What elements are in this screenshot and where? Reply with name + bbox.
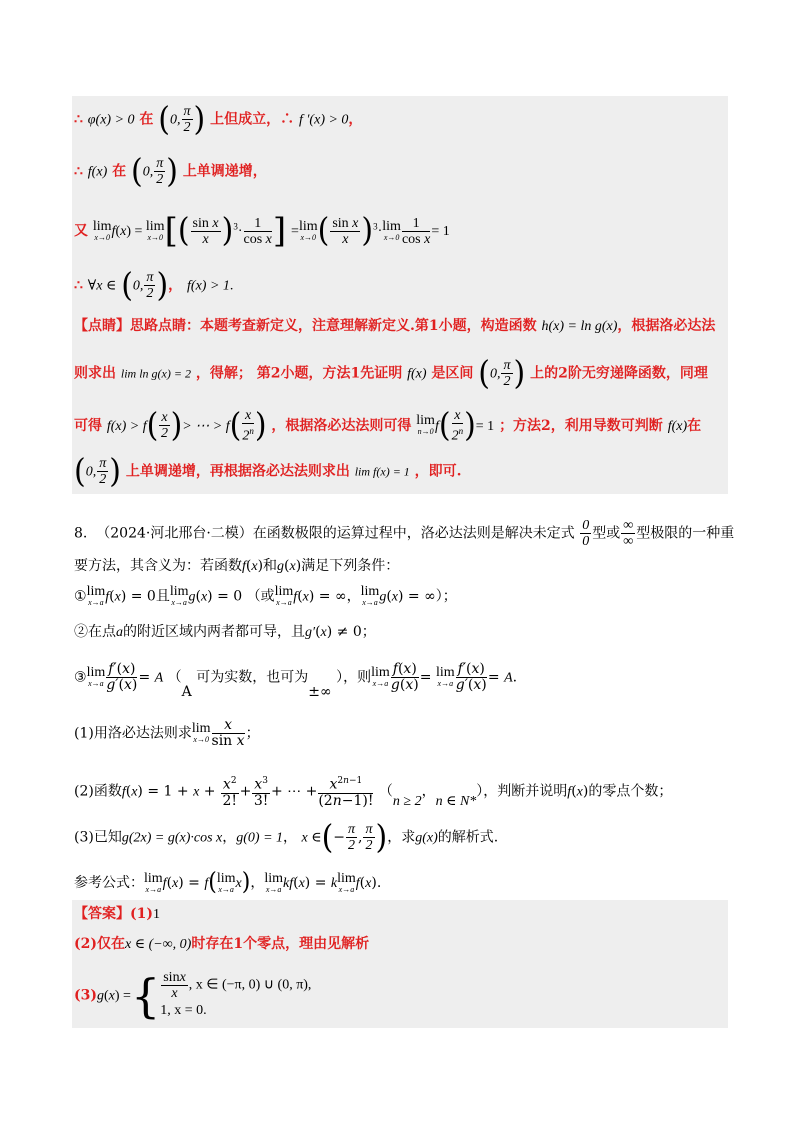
condition-1: ①lim x→a f(x) = 0且lim x→a g(x) = 0 （或lim x→a f(x) = ∞，lim x→a g(x) = ∞）；	[74, 584, 457, 607]
question-3: (3)已知g(2x) = g(x)·cos x，g(0) = 1， x ∈(− $\frac{\pi}{2}$ , $\frac{\pi}{2}$ )，求g(x)的解析式.	[74, 817, 499, 857]
tip-line-1: 【点睛】思路点睛：本题考查新定义，注意理解新定义.第1小题，构造函数 h(x) = ln g(x)，根据洛必达法	[74, 318, 716, 334]
proof-line-1: ∴ φ(x) > 0 在 (0, $\frac{\pi}{2}$ ) 上但成立，∴ f ′(x) > 0，	[74, 99, 363, 139]
proof-line-2: ∴ f(x) 在 (0, $\frac{\pi}{2}$ ) 上单调递增，	[74, 151, 267, 191]
question-2: (2)函数f(x) = 1 + x + $\frac{x^2}{2!}$ + $\frac{x^3}{3!}$ + ⋯ + $\frac{x^{2n-1}}{(2n-1)!}$ （n ≥ 2，n ∈ N*），判断并说明f(x)的零点个数；	[74, 776, 673, 810]
answer-3: (3)g(x) ={ $\frac{\sin x}{x}$ , x ∈ (−π, 0) ∪ (0, π), 1, x = 0.	[74, 968, 312, 1023]
problem-intro-2: 要方法，其含义为：若函数f(x)和g(x)满足下列条件：	[74, 558, 400, 574]
proof-line-3: 又 lim x→0 f(x) = lim x→0 [( $\frac{\text{sin x}}{x}$ )$^3$· $\frac{1}{\text{cos x}}$ ] =lim x→0 ( $\frac{\text{sin x}}{x}$ )$^3$·lim x→0 $\frac{1}{\text{cos x}}$ = 1	[74, 211, 450, 251]
answer-2: (2)仅在x ∈ (−∞, 0)时存在1个零点，理由见解析	[74, 936, 370, 952]
proof-line-4: ∴ ∀x ∈ (0, $\frac{\pi}{2}$ )， f(x) > 1.	[74, 265, 234, 305]
question-1: (1)用洛必达法则求lim x→0 $\frac{x}{\text{sin x}}$ ；	[74, 717, 260, 749]
problem-intro: 8. （2024·河北邢台·二模）在函数极限的运算过程中，洛必达法则是解决未定式 $\frac{0}{0}$ 型或 $\frac{\infty}{\infty}$ 型极限的一种重	[74, 518, 735, 549]
tip-line-4: (0, $\frac{\pi}{2}$ ) 上单调递增，再根据洛必达法则求出 lim f(x) = 1 ，即可.	[74, 451, 462, 491]
tip-line-2: 则求出 lim ln g(x) = 2 ，得解； 第2小题，方法1先证明 f(x) 是区间 (0, $\frac{\pi}{2}$ ) 上的2阶无穷递降函数，同理	[74, 353, 708, 393]
reference-formula: 参考公式：lim x→a f(x) = f(lim x→a x)，lim x→a kf(x) = klim x→a f(x).	[74, 868, 382, 897]
tip-line-3: 可得 f(x) > f( $\frac{x}{2}$ )> ⋯ > f( $\frac{x}{2^n}$ ) ，根据洛必达法则可得 lim n→0 f( $\frac{x}{2^n}$ )= 1 ；方法2，利用导数可判断 f(x)在	[74, 406, 702, 445]
condition-3: ③lim x→a $\frac{f'(x)}{g'(x)}$ = A （A 可为实数，也可为±∞ ），则lim x→a $\frac{f(x)}{g(x)}$ = lim x→a $\frac{f'(x)}{g'(x)}$ = A.	[74, 661, 518, 700]
answer-1: 【答案】(1)1	[74, 906, 160, 922]
condition-2: ②在点a的附近区域内两者都可导，且g′(x) ≠ 0；	[74, 624, 376, 640]
